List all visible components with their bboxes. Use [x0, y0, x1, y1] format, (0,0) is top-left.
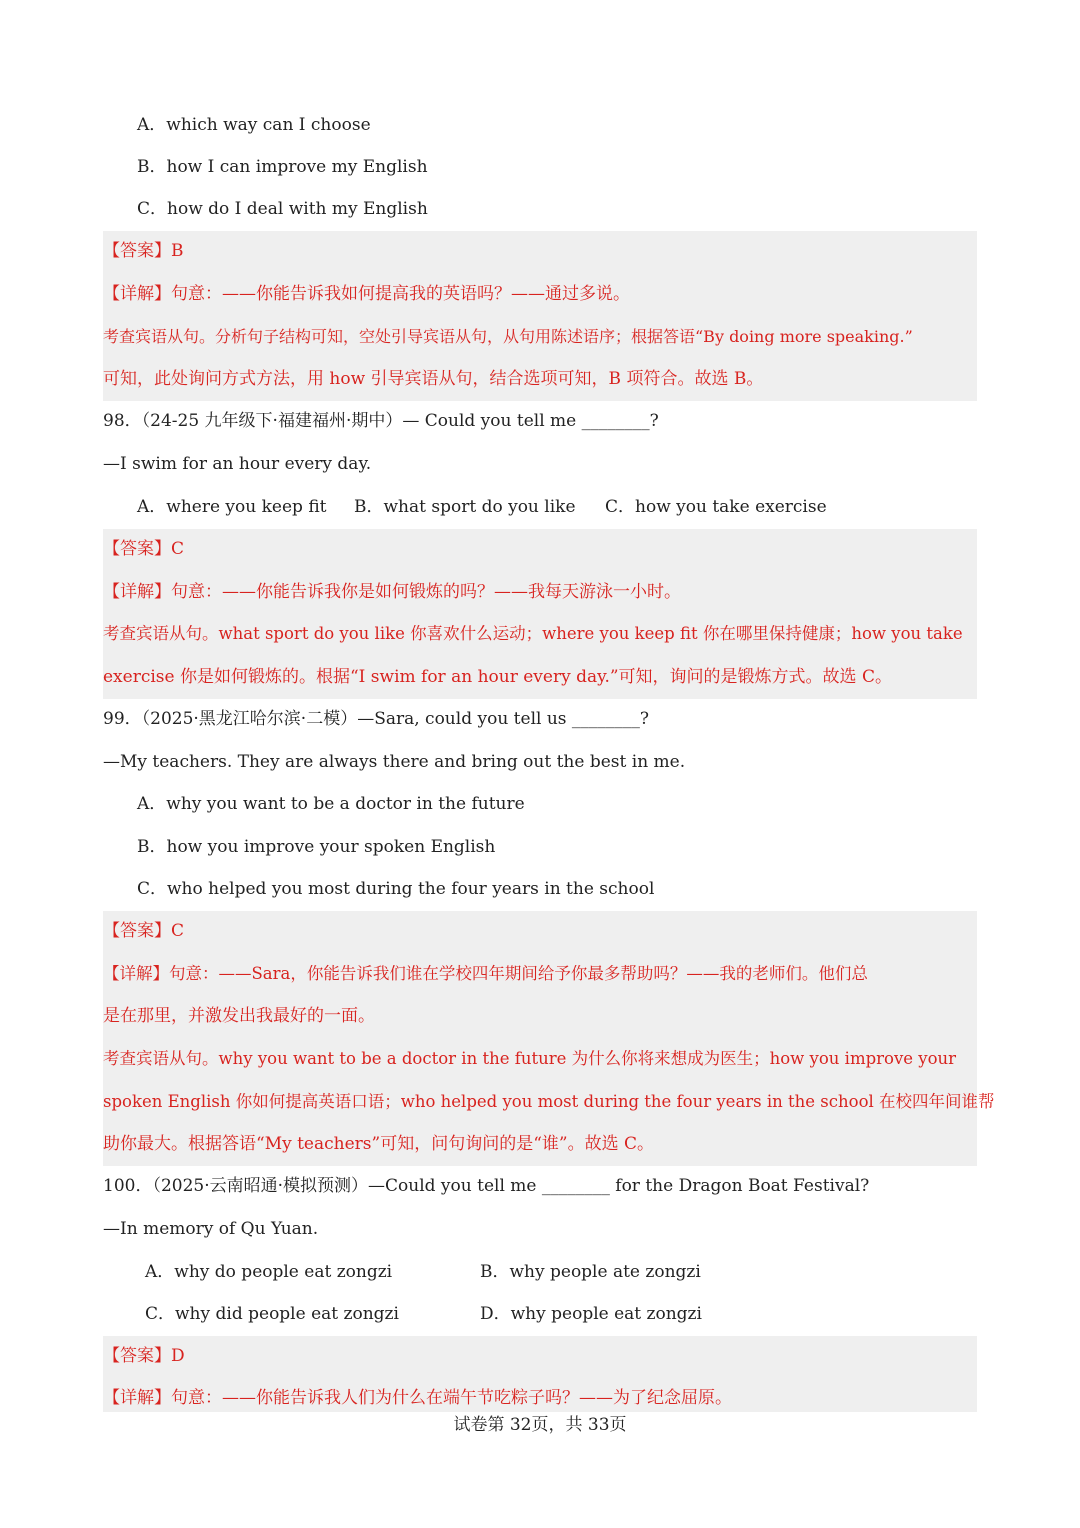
q99-answer-box — [103, 911, 977, 1166]
q100-option-b: B．why people ate zongzi — [480, 1262, 701, 1282]
q100-option-c: C．why did people eat zongzi — [145, 1304, 399, 1324]
q98-option-a: A．where you keep fit — [137, 497, 327, 517]
q99-explain-4: spoken English 你如何提高英语口语；who helped you most during the four years in the school 在校四年间谁帮 — [103, 1092, 995, 1111]
q98-explain-3: exercise 你是如何锻炼的。根据“I swim for an hour every day.”可知，询问的是锻炼方式。故选 C。 — [103, 667, 892, 687]
q98-reply: —I swim for an hour every day. — [103, 454, 372, 474]
q98-explain-1: 【详解】句意：——你能告诉我你是如何锻炼的吗？——我每天游泳一小时。 — [103, 582, 681, 602]
q100-option-a: A．why do people eat zongzi — [145, 1262, 393, 1282]
q97-option-a: A．which way can I choose — [137, 115, 371, 135]
q99-stem: 99．（2025·黑龙江哈尔滨·二模）—Sara, could you tell us ________? — [103, 709, 650, 729]
q99-explain-2: 是在那里，并激发出我最好的一面。 — [103, 1006, 375, 1026]
q98-explain-2: 考查宾语从句。what sport do you like 你喜欢什么运动；where you keep fit 你在哪里保持健康；how you take — [103, 624, 963, 643]
q99-option-c: C．who helped you most during the four years in the school — [137, 879, 655, 899]
q97-option-b: B．how I can improve my English — [137, 157, 428, 177]
q98-option-b: B．what sport do you like — [354, 497, 576, 517]
q97-option-c: C．how do I deal with my English — [137, 199, 428, 219]
page-footer: 试卷第 32页，共 33页 — [453, 1415, 627, 1435]
q100-option-d: D．why people eat zongzi — [480, 1304, 702, 1324]
q99-option-a: A．why you want to be a doctor in the future — [137, 794, 525, 814]
q99-explain-3: 考查宾语从句。why you want to be a doctor in the future 为什么你将来想成为医生；how you improve your — [103, 1049, 957, 1068]
q100-reply: —In memory of Qu Yuan. — [103, 1219, 319, 1239]
q97-explain-1: 【详解】句意：——你能告诉我如何提高我的英语吗？——通过多说。 — [103, 284, 630, 304]
q99-option-b: B．how you improve your spoken English — [137, 837, 496, 857]
q99-reply: —My teachers. They are always there and bring out the best in me. — [103, 752, 686, 772]
q97-explain-2: 考查宾语从句。分析句子结构可知，空处引导宾语从句，从句用陈述语序；根据答语“By doing more speaking.” — [103, 327, 913, 346]
q98-option-c: C．how you take exercise — [605, 497, 827, 517]
q99-answer: 【答案】C — [103, 921, 185, 941]
q100-answer: 【答案】D — [103, 1346, 185, 1366]
q97-answer: 【答案】B — [103, 241, 184, 261]
q100-stem: 100．（2025·云南昭通·模拟预测）—Could you tell me ________ for the Dragon Boat Festival? — [103, 1176, 870, 1196]
q99-explain-5: 助你最大。根据答语“My teachers”可知，问句询问的是“谁”。故选 C。 — [103, 1134, 654, 1154]
q98-stem: 98．（24-25 九年级下·福建福州·期中）— Could you tell me ________? — [103, 411, 659, 431]
q99-explain-1: 【详解】句意：——Sara，你能告诉我们谁在学校四年期间给予你最多帮助吗？——我的老师们。他们总 — [103, 964, 868, 983]
q98-answer: 【答案】C — [103, 539, 185, 559]
q100-explain-1: 【详解】句意：——你能告诉我人们为什么在端午节吃粽子吗？——为了纪念屈原。 — [103, 1388, 732, 1408]
q97-explain-3: 可知，此处询问方式方法，用 how 引导宾语从句，结合选项可知，B 项符合。故选 B。 — [103, 369, 764, 389]
